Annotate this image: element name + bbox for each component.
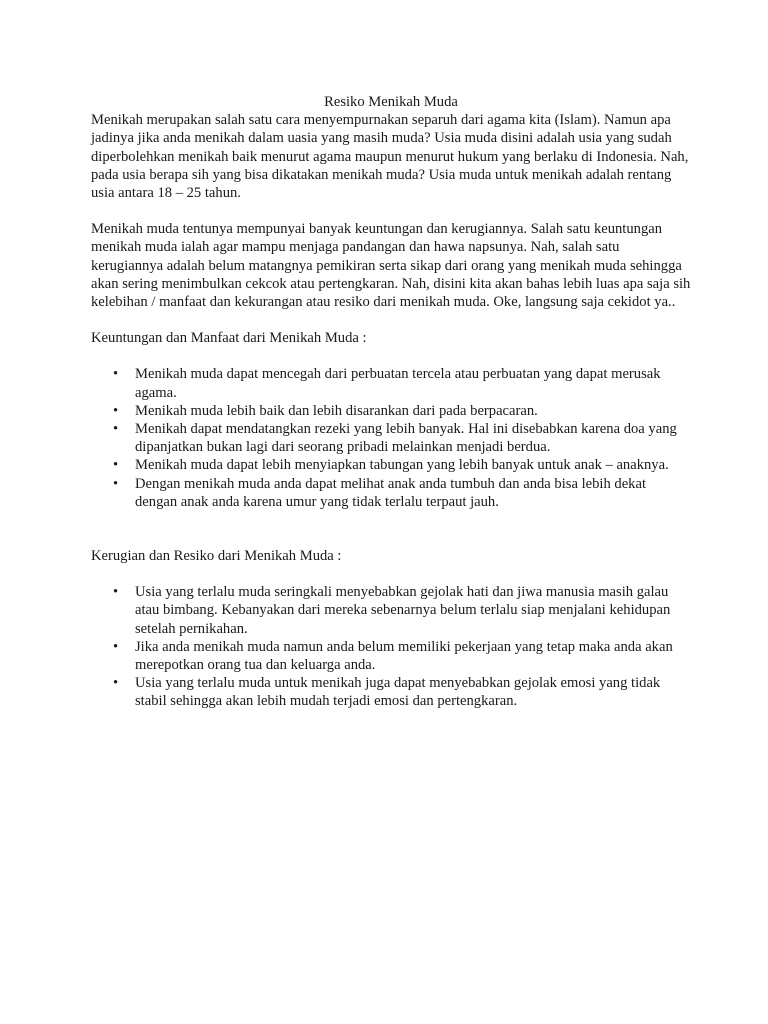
list-item — [91, 420, 691, 456]
bullet-icon: • — [113, 638, 119, 655]
list-item-text: Dengan menikah muda anda dapat melihat anak anda tumbuh dan anda bisa lebih dekat dengan anak anda karena umur yang tidak terlalu terpaut jauh. — [135, 475, 647, 510]
list-item-text: Menikah muda dapat mencegah dari perbuatan tercela atau perbuatan yang dapat merusak agama. — [135, 366, 661, 401]
list-item — [91, 365, 691, 401]
list-item-text: Menikah muda dapat lebih menyiapkan tabungan yang lebih banyak untuk anak – anaknya. — [135, 457, 669, 474]
intro-paragraph: Menikah merupakan salah satu cara menyempurnakan separuh dari agama kita (Islam). Namun apa jadinya jika anda menikah dalam uasia yang masih muda? Usia muda disini adalah usia yang sudah diperbolehkan menikah baik menurut agama maupun menurut hukum yang berlaku di Indonesia. Nah, pada usia berapa sih yang bisa dikatakan menikah muda? Usia muda untuk menikah adalah rentang usia antara 18 – 25 tahun. — [91, 112, 689, 202]
list-item — [91, 402, 691, 420]
list-item-text: Menikah muda lebih baik dan lebih disarankan dari pada berpacaran. — [135, 402, 538, 419]
bullet-icon: • — [113, 457, 119, 474]
list-item — [91, 638, 691, 674]
list-item-text: Menikah dapat mendatangkan rezeki yang lebih banyak. Hal ini disebabkan karena doa yang dipanjatkan bukan lagi dari seorang pribadi melainkan menjadi berdua. — [135, 421, 677, 456]
bullet-icon: • — [113, 402, 119, 419]
list-item — [91, 583, 691, 638]
bullet-icon: • — [113, 475, 119, 492]
list-item — [91, 456, 691, 474]
list-item — [91, 475, 691, 511]
benefits-list — [91, 365, 691, 511]
list-item-text: Usia yang terlalu muda seringkali menyebabkan gejolak hati dan jiwa manusia masih galau atau bimbang. Kebanyakan dari mereka sebenarnya belum terlalu siap menjalani kehidupan setelah pernikahan. — [135, 584, 671, 637]
bullet-icon: • — [113, 421, 119, 438]
second-paragraph: Menikah muda tentunya mempunyai banyak keuntungan dan kerugiannya. Salah satu keuntungan menikah muda ialah agar mampu menjaga pandangan dan hawa napsunya. Nah, salah satu kerugiannya adalah belum matangnya pemikiran serta sikap dari orang yang menikah muda sehingga akan sering menimbulkan cekcok atau pertengkaran. Nah, disini kita akan bahas lebih luas apa saja sih kelebihan / manfaat dan kekurangan atau resiko dari menikah muda. Oke, langsung saja cekidot ya.. — [91, 221, 691, 311]
bullet-icon: • — [113, 366, 119, 383]
document-page — [91, 93, 691, 711]
list-item — [91, 674, 691, 710]
list-item-text: Usia yang terlalu muda untuk menikah juga dapat menyebabkan gejolak emosi yang tidak stabil sehingga akan lebih mudah terjadi emosi dan pertengkaran. — [135, 675, 661, 710]
risks-heading: Kerugian dan Resiko dari Menikah Muda : — [91, 548, 342, 565]
list-item-text: Jika anda menikah muda namun anda belum memiliki pekerjaan yang tetap maka anda akan merepotkan orang tua dan keluarga anda. — [135, 638, 673, 674]
document-title: Resiko Menikah Muda — [324, 94, 458, 110]
bullet-icon: • — [113, 584, 119, 601]
benefits-heading: Keuntungan dan Manfaat dari Menikah Muda : — [91, 330, 367, 347]
bullet-icon: • — [113, 675, 119, 692]
risks-list — [91, 583, 691, 710]
